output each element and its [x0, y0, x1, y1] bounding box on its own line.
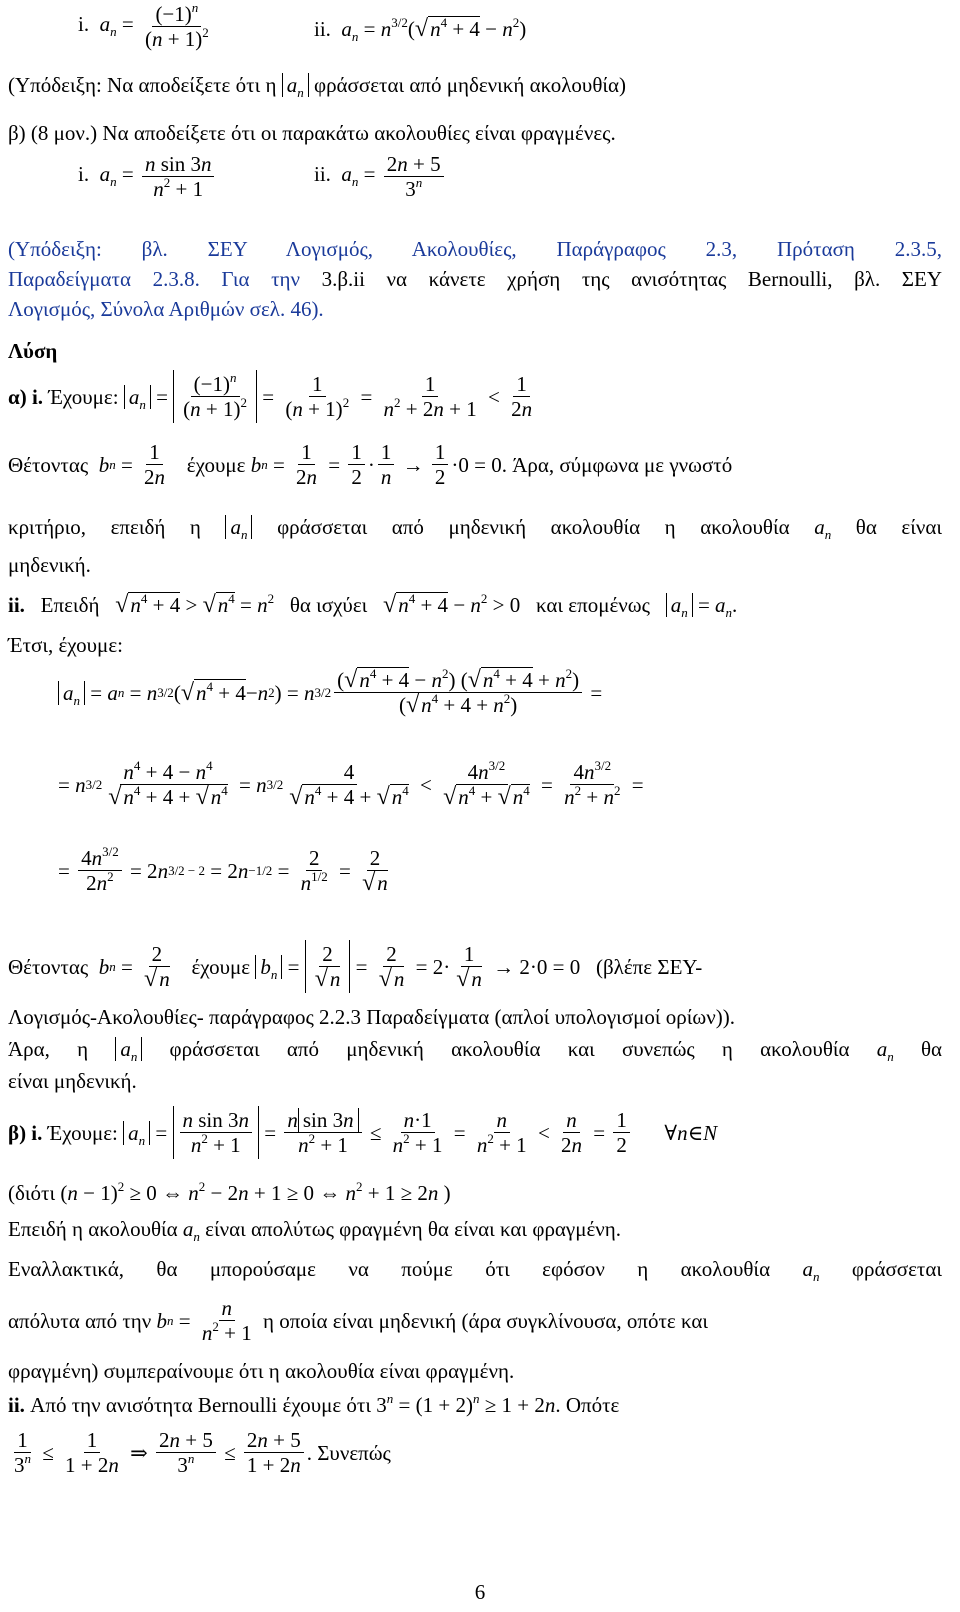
alt-1b: φράσσεται: [851, 1257, 943, 1281]
because-line: (διότι $(n - 1)^2 \ge 0$ ⇔ $n^2 - 2n + 1 \ge 0$ ⇔ $n^2 + 1 \ge 2n$ ): [8, 1179, 451, 1205]
we-have-2: Έχουμε:: [47, 1120, 118, 1145]
we-get-1: έχουμε: [186, 452, 246, 477]
formula-b-i: i. $a_n$ = $\frac{\text{n sin 3n}}{n^2 + 1}$: [78, 152, 217, 201]
alt-2a: απόλυτα από την: [8, 1308, 152, 1333]
bounded-null-consequently: φράσσεται από μηδενική ακολουθία και συνεπώς η ακολουθία: [169, 1037, 850, 1061]
setting-2: Θέτοντας: [8, 954, 89, 979]
since-1: Επειδή: [40, 593, 100, 617]
setting-bn-1: Θέτοντας b n = $\frac{1}{2n}$ έχουμε b n = $\frac{1}{2n}$ = $\frac{1}{2}$ · $\frac{1}{n}$ → $\frac{1}{2}$ ·0 = 0. Άρα, σύμφωνα με γνωστό: [8, 440, 733, 489]
setting-bn-2: Θέτοντας b n = $\frac{2}{√n}$ έχουμε $b_n$ = $\frac{2}{√n}$ = $\frac{2}{√n}$ = 2· $\frac{1}{√n}$ → 2·0 = 0 (βλέπε ΣΕΥ-: [8, 942, 703, 992]
will-be: θα είναι: [855, 515, 943, 539]
because: (διότι: [8, 1181, 56, 1205]
sol-b-i: β) i. Έχουμε: $a_n$ = $\frac{\text{n sin 3n}}{n^2 + 1}$ = $\frac{\text{n sin 3n}}{n^2 + 1}$ ≤ $\frac{n\cdot 1}{n^2 + 1}$ = $\frac{n}{n^2 + 1}$ < $\frac{n}{2n}$ = $\frac{1}{2}$ ∀ n ∈ N: [8, 1108, 718, 1157]
formula-i-top: i. $a_n$ = $\frac{(-1)^n}{(n + 1)^2}$: [78, 0, 209, 51]
hint-a: [8, 72, 626, 98]
alt-line-3: φραγμένη) συμπεραίνουμε ότι η ακολουθία είναι φραγμένη.: [8, 1359, 515, 1383]
final-ineq: $\frac{1}{3^n}$ ≤ $\frac{1}{1 + 2n}$ ⇒ $\frac{2n + 5}{3^n}$ ≤ $\frac{2n + 5}{1 + 2n}$ . Συνεπώς: [14, 1428, 391, 1477]
formula-b-ii: ii. $a_n$ = $\frac{2n + 5}{3^n}$: [314, 152, 447, 201]
and-thus: και επομένως: [536, 593, 650, 617]
label-a-i: α) i.: [8, 384, 44, 409]
calc-line-3: = $\frac{4n^{3/2}}{2n^2}$ = 2 n 3/2 − 2 = 2 n −1/2 = $\frac{2}{n^{1/2}}$ = $\frac{2}{√n}$: [58, 844, 388, 896]
page-number: 6: [474, 1580, 486, 1604]
alt-line-2: απόλυτα από την b n = $\frac{n}{n^2 + 1}$ η οποία είναι μηδενική (άρα συγκλίνουσα, οπότε και: [8, 1296, 708, 1345]
criterion: κριτήριο, επειδή η: [8, 515, 201, 539]
hint-a-end: φράσσεται από μηδενική ακολουθία): [313, 73, 627, 97]
hint-b-2b: 3.β.ii να κάνετε χρήση της ανισότητας Bernoulli, βλ. ΣΕΥ: [321, 267, 943, 291]
abs-an: $a_n$: [282, 73, 309, 97]
abs-bounded: είναι απολύτως φραγμένη θα είναι και φραγμένη.: [205, 1217, 622, 1241]
bernoulli-line: ii. Από την ανισότητα Bernoulli έχουμε ότι $3^n = (1 + 2)^n \ge 1 + 2n$. Οπότε: [8, 1391, 620, 1417]
label-b-ii: ii.: [8, 1393, 25, 1417]
hint-a-text: (Υπόδειξη: Να αποδείξετε ότι η: [8, 73, 277, 97]
part-b-intro: β) (8 μον.) Να αποδείξετε ότι οι παρακάτω ακολουθίες είναι φραγμένες.: [8, 121, 616, 145]
bounded-by-null: φράσσεται από μηδενική ακολουθία η ακολουθία: [277, 515, 790, 539]
hint-b-3: Λογισμός, Σύνολα Αριθμών σελ. 46).: [8, 297, 324, 321]
solution-title: Λύση: [8, 339, 58, 363]
holds: θα ισχύει: [289, 593, 368, 617]
alt-line-1: Εναλλακτικά, θα μπορούσαμε να πούμε ότι εφόσον η ακολουθία $a_n$ φράσσεται: [8, 1257, 943, 1284]
null-1: μηδενική.: [8, 553, 91, 577]
label-b-i: β) i.: [8, 1120, 43, 1145]
calc-line-2: = n 3/2 $\frac{n^4 + 4 - n^4}{√n^4 + 4 + √n^4}$ = n 3/2 $\frac{4}{√n^4 + 4 + √n^4}$ < $\frac{4n^{3/2}}{√n^4 + √n^4}$ = $\frac{4n^{3/2}}{n^2 + n^2}$ =: [58, 758, 644, 810]
since-seq: Επειδή η ακολουθία: [8, 1217, 178, 1241]
is-null: είναι μηδενική.: [8, 1069, 137, 1093]
so-we-have: Έτσι, έχουμε:: [8, 633, 123, 657]
therefore-line: Άρα, η $a_n$ φράσσεται από μηδενική ακολουθία και συνεπώς η ακολουθία $a_n$ θα: [8, 1037, 943, 1064]
formula-ii-top: ii. $a_n = n^{3/2}(√n^4 + 4 - n^2)$: [314, 15, 527, 44]
therefore-known: Άρα, σύμφωνα με γνωστό: [512, 452, 733, 477]
we-get-2: έχουμε: [191, 954, 251, 979]
setting-1: Θέτοντας: [8, 452, 89, 477]
calc-line-1: $a_n$ = a n = n 3/2 ( √ $n^4 + 4$ − n 2 ) = n 3/2 $\frac{(√n^4 + 4 - n^2) (√n^4 + 4 + n^2)}{(√n^4 + 4 + n^2)}$ =: [58, 668, 602, 717]
since-seq-line: Επειδή η ακολουθία $a_n$ είναι απολύτως φραγμένη θα είναι και φραγμένη.: [8, 1217, 622, 1244]
alt-1a: Εναλλακτικά, θα μπορούσαμε να πούμε ότι εφόσον η ακολουθία: [8, 1257, 771, 1281]
hint-b-2: [8, 266, 942, 292]
see-ref-cont: Λογισμός-Ακολουθίες- παράγραφος 2.2.3 Παραδείγματα (απλοί υπολογισμοί ορίων)).: [8, 1005, 735, 1029]
so: Οπότε: [565, 1393, 620, 1417]
see-ref-open: (βλέπε ΣΕΥ-: [596, 954, 703, 979]
consequently: Συνεπώς: [317, 1440, 391, 1465]
criterion-line: κριτήριο, επειδή η $a_n$ φράσσεται από μηδενική ακολουθία η ακολουθία $a_n$ θα είναι: [8, 515, 943, 542]
sol-a-i: α) i. Έχουμε: $a_n$ = $\frac{(-1)^n}{(n + 1)^2}$ = $\frac{1}{(n + 1)^2}$ = $\frac{1}{n^2 + 2n + 1}$ < $\frac{1}{2n}$: [8, 370, 533, 421]
hint-b-2a: Παραδείγματα 2.3.8. Για την: [8, 267, 300, 291]
we-have-1: Έχουμε:: [48, 384, 119, 409]
ii-since-line: ii. Επειδή $√n^4 + 4 > √n^4 = n^2$ θα ισχύει $√n^4 + 4 - n^2 > 0$ και επομένως $a_n = a_n$.: [8, 591, 738, 620]
bernoulli: Από την ανισότητα Bernoulli έχουμε ότι: [30, 1393, 372, 1417]
will: θα: [920, 1037, 943, 1061]
therefore-the: Άρα, η: [8, 1037, 89, 1061]
label-ii: ii.: [8, 593, 25, 617]
hint-b-1: (Υπόδειξη: βλ. ΣΕΥ Λογισμός, Ακολουθίες, Παράγραφος 2.3, Πρόταση 2.3.5,: [8, 237, 942, 261]
alt-2b: η οποία είναι μηδενική (άρα συγκλίνουσα, οπότε και: [262, 1308, 708, 1333]
